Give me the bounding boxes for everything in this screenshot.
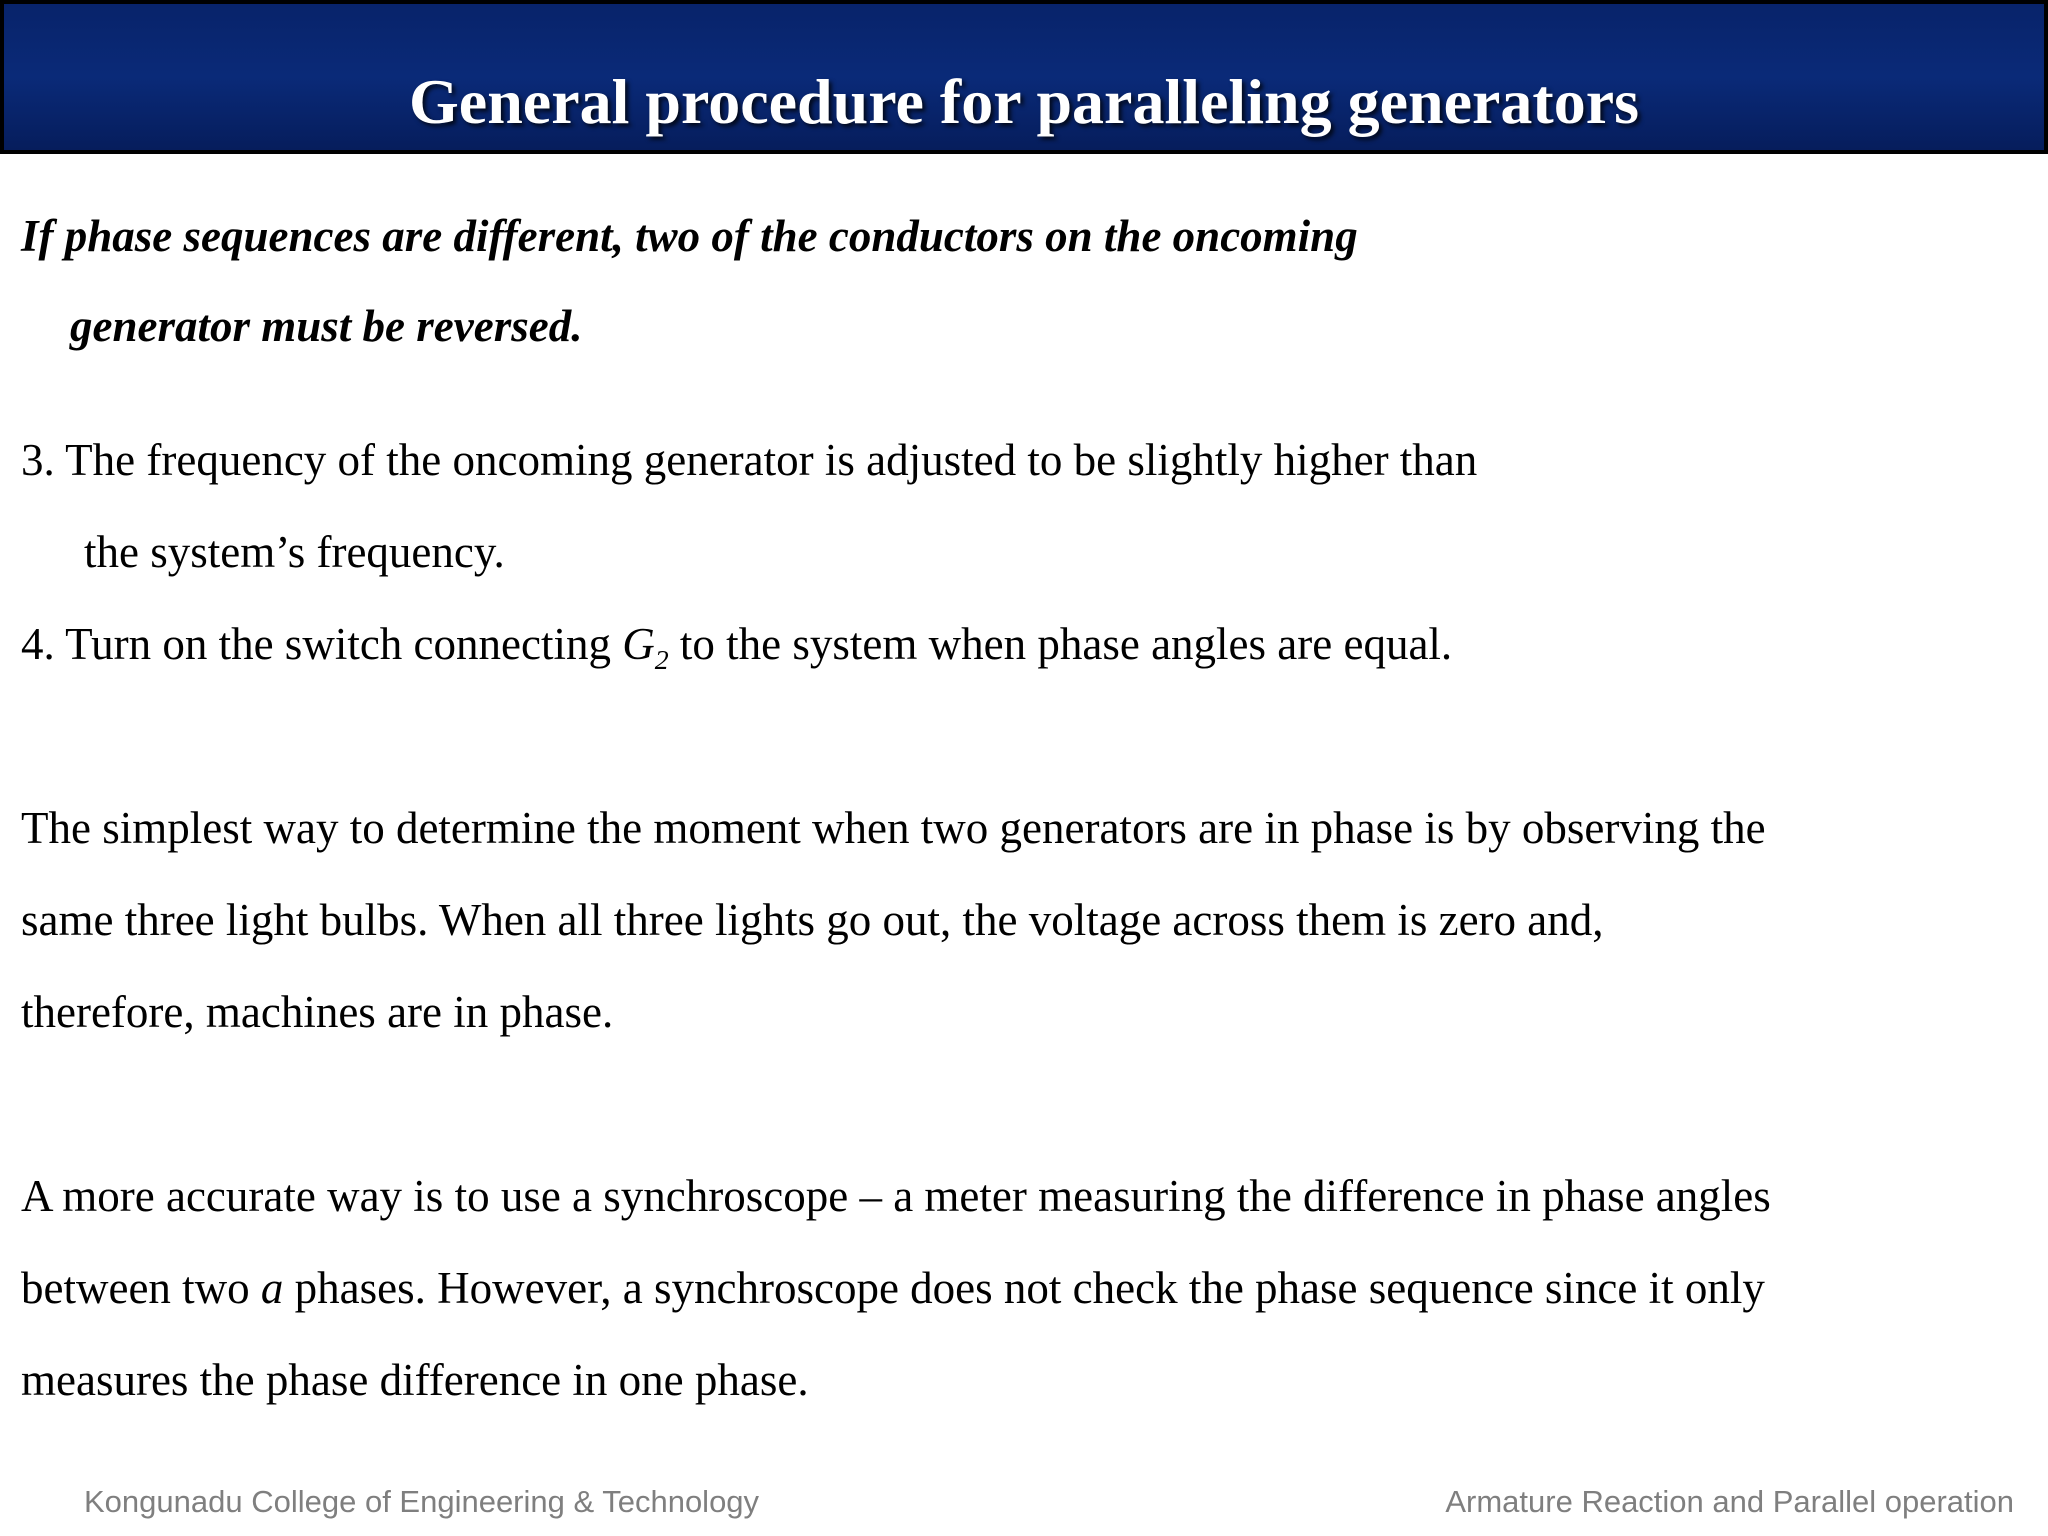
step-3-line-1: 3. The frequency of the oncoming generator is adjusted to be slightly higher than (21, 435, 1478, 485)
title-bar (0, 0, 2048, 154)
paragraph-2-line-3: measures the phase difference in one phase. (21, 1355, 809, 1405)
paragraph-1-line-2: same three light bulbs. When all three lights go out, the voltage across them is zero and, (21, 895, 1604, 945)
slide-title: General procedure for paralleling generators (409, 66, 1639, 137)
paragraph-2-line-2-before: between two (21, 1263, 261, 1313)
footer-topic: Armature Reaction and Parallel operation (1445, 1484, 2014, 1519)
paragraph-1-line-3: therefore, machines are in phase. (21, 987, 614, 1037)
paragraph-2-line-2 (21, 1260, 2027, 1316)
step-3-line-2: the system’s frequency. (84, 527, 505, 577)
phase-symbol: a (260, 1263, 284, 1313)
step-4 (21, 616, 1453, 676)
step-4-text-before: 4. Turn on the switch connecting (21, 619, 623, 669)
paragraph-2-line-2-after: phases. However, a synchroscope does not check the phase sequence since it only (283, 1263, 1765, 1313)
intro-line-1: If phase sequences are different, two of the conductors on the oncoming (21, 211, 1358, 261)
paragraph-1-line-1: The simplest way to determine the moment when two generators are in phase is by observing the (21, 803, 1766, 853)
step-4-text-after: to the system when phase angles are equal. (668, 619, 1453, 669)
generator-symbol: $G_2$ (622, 619, 669, 676)
footer-college: Kongunadu College of Engineering & Technology (84, 1484, 760, 1519)
generator-subscript: 2 (654, 644, 669, 676)
paragraph-2-line-1: A more accurate way is to use a synchroscope – a meter measuring the difference in phase angles (21, 1171, 1771, 1221)
intro-line-2: generator must be reversed. (70, 301, 583, 351)
